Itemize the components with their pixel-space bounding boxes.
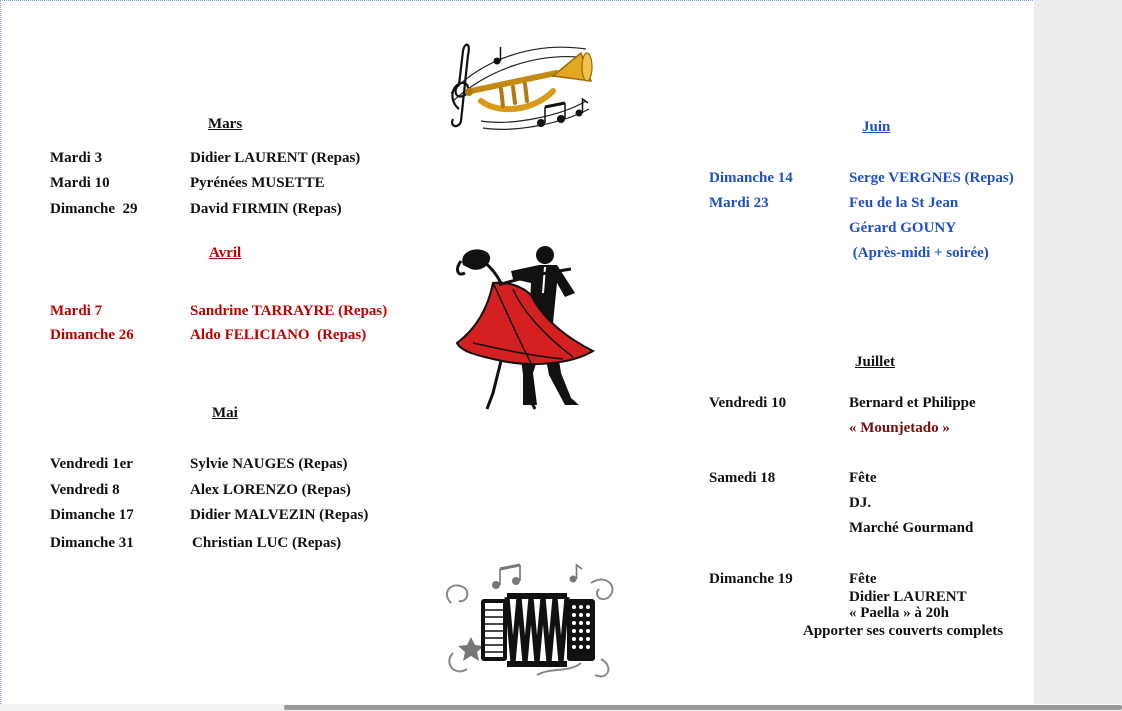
juin-date-2: Mardi 23	[709, 195, 769, 211]
juillet-dimanche19-date: Dimanche 19	[709, 571, 793, 587]
heading-mars: Mars	[208, 116, 243, 132]
juillet-samedi18-line2: DJ.	[849, 495, 872, 511]
heading-mai: Mai	[212, 405, 238, 421]
mai-date-4: Dimanche 31	[50, 535, 134, 551]
heading-avril: Avril	[209, 245, 242, 261]
juillet-dimanche19-line1: Fête	[849, 571, 877, 587]
avril-date-2: Dimanche 26	[50, 327, 134, 343]
juin-event-4: (Après-midi + soirée)	[849, 245, 989, 261]
juillet-samedi18-date: Samedi 18	[709, 470, 776, 486]
juillet-samedi18-line1: Fête	[849, 470, 877, 486]
trumpet-music-notes-icon	[441, 31, 596, 131]
mai-date-2: Vendredi 8	[50, 482, 120, 498]
juin-event-3: Gérard GOUNY	[849, 220, 957, 236]
mai-date-3: Dimanche 17	[50, 507, 134, 523]
juillet-dimanche19-line2: Didier LAURENT	[849, 589, 967, 605]
heading-juin: Juin	[862, 119, 891, 135]
mars-event-2: Pyrénées MUSETTE	[190, 175, 325, 191]
juin-event-2: Feu de la St Jean	[849, 195, 959, 211]
mai-event-1: Sylvie NAUGES (Repas)	[190, 456, 348, 472]
heading-juillet: Juillet	[855, 354, 895, 370]
juin-event-1: Serge VERGNES (Repas)	[849, 170, 1014, 186]
mars-event-3: David FIRMIN (Repas)	[190, 201, 342, 217]
juillet-vendredi10-date: Vendredi 10	[709, 395, 787, 411]
juillet-samedi18-line3: Marché Gourmand	[849, 520, 974, 536]
accordion-icon	[441, 563, 619, 687]
mai-event-3: Didier MALVEZIN (Repas)	[190, 507, 369, 523]
mai-date-1: Vendredi 1er	[50, 456, 133, 472]
mai-event-2: Alex LORENZO (Repas)	[190, 482, 351, 498]
scrollbar-thumb[interactable]	[284, 705, 1122, 710]
mai-event-4: Christian LUC (Repas)	[192, 535, 342, 551]
window-side-gutter	[1034, 0, 1122, 711]
juillet-vendredi10-line1: Bernard et Philippe	[849, 395, 976, 411]
juin-date-1: Dimanche 14	[709, 170, 793, 186]
avril-event-1: Sandrine TARRAYRE (Repas)	[190, 303, 388, 319]
mars-date-2: Mardi 10	[50, 175, 110, 191]
mars-date-1: Mardi 3	[50, 150, 103, 166]
horizontal-scrollbar[interactable]	[0, 704, 1122, 711]
avril-date-1: Mardi 7	[50, 303, 103, 319]
mars-event-1: Didier LAURENT (Repas)	[190, 150, 361, 166]
juillet-vendredi10-line2: « Mounjetado »	[849, 420, 950, 436]
mars-date-3: Dimanche 29	[50, 201, 138, 217]
juillet-dimanche19-line4: Apporter ses couverts complets	[803, 623, 1004, 639]
juillet-dimanche19-line3: « Paella » à 20h	[849, 605, 949, 621]
dancing-couple-icon	[453, 243, 598, 415]
avril-event-2: Aldo FELICIANO (Repas)	[190, 327, 367, 343]
